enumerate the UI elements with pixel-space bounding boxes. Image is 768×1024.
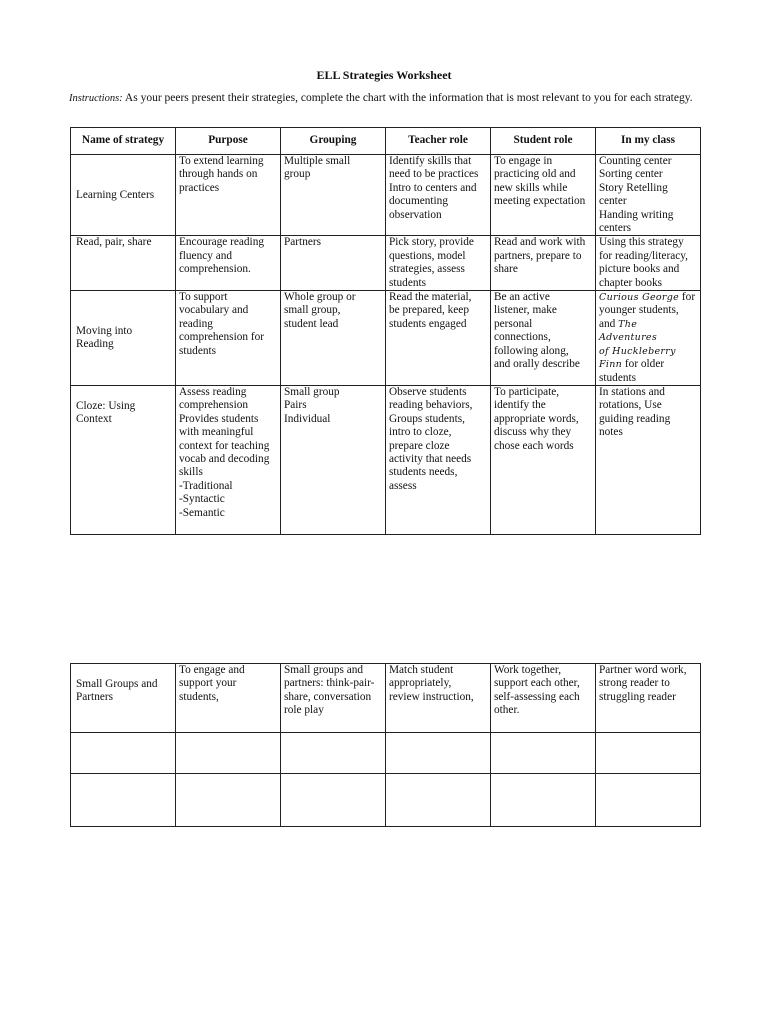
cell-line: documenting [389,195,448,208]
cell-line: group [284,168,311,181]
empty-table-row [71,733,701,774]
cell-line: small group, [284,304,341,317]
empty-cell[interactable] [386,733,491,774]
cell-line: Multiple small [284,155,351,167]
instructions-lead: Instructions: [69,93,123,104]
cell-line: Match student [389,664,454,676]
cell-line: practices [179,181,220,194]
cell-line: share [494,263,518,276]
header-in-my-class: In my class [596,128,701,155]
cell-line: -Traditional [179,479,233,492]
purpose-cell [176,155,281,236]
cell-line: questions, model [389,249,466,262]
table-row [71,664,701,733]
cell-line: Assess reading [179,385,247,398]
cell-text: for [679,291,696,304]
cell-line: To extend learning [179,155,264,167]
cell-line: Sorting center [599,168,663,181]
cell-line: To participate, [494,385,560,398]
strategy-name: Moving into Reading [71,291,176,386]
strategy-name: Learning Centers [71,155,176,236]
cell-line: role play [284,704,324,717]
cell-line: comprehension. [179,263,251,276]
cell-line: Story Retelling [599,181,668,194]
cell-line: -Semantic [179,506,225,519]
cell-line: student lead [284,317,339,330]
cell-text: and [599,317,619,330]
cell-line: with meaningful [179,426,254,439]
cell-line: students [179,344,217,357]
cell-line: listener, make [494,304,557,317]
table-row [71,291,701,386]
cell-line: chose each words [494,439,574,452]
header-grouping: Grouping [281,128,386,155]
cell-line [599,318,697,345]
cell-line: chapter books [599,276,663,289]
cell-line: Encourage reading [179,236,264,249]
strategies-table-continued [70,663,701,827]
purpose-cell [176,385,281,534]
strategy-name: Small Groups and Partners [71,664,176,733]
cell-line: strong reader to [599,677,670,690]
cell-line: context for teaching [179,439,270,452]
cell-text: for older [622,358,665,371]
cell-line: prepare cloze [389,439,450,452]
empty-cell[interactable] [281,733,386,774]
header-student-role: Student role [491,128,596,155]
cell-line [599,358,697,371]
strategies-table [70,127,701,535]
empty-cell[interactable] [596,733,701,774]
cell-line: Identify skills that [389,155,472,167]
cell-line: Work together, [494,664,562,676]
cell-line: personal [494,317,533,330]
instructions-text: As your peers present their strategies, complete the chart with the information that is most relevant to you for each strategy. [122,92,693,104]
cell-line: vocabulary and [179,304,249,317]
cell-line: appropriately, [389,677,452,690]
empty-cell[interactable] [281,774,386,827]
cell-line: fluency and [179,249,233,262]
student-role-cell [491,385,596,534]
cell-line: Partner word work, [599,664,687,676]
cell-line: reading behaviors, [389,399,473,412]
header-name-of-strategy: Name of strategy [71,128,176,155]
cell-line: skills [179,466,203,479]
empty-cell[interactable] [176,733,281,774]
cell-line: Groups students, [389,412,465,425]
cell-line: self-assessing each [494,690,580,703]
cell-line: Be an active [494,291,550,304]
cell-line: support each other, [494,677,580,690]
cell-line: centers [599,222,631,235]
table-row [71,236,701,291]
cell-line: Pick story, provide [389,236,474,249]
strategy-name: Read, pair, share [71,236,176,291]
cell-line: Small group [284,385,340,398]
cell-line: practicing old and [494,168,576,181]
student-role-cell [491,291,596,386]
cell-line: reading [179,317,213,330]
student-role-cell [491,236,596,291]
book-title: Finn [599,359,623,371]
cell-line: for reading/literacy, [599,249,688,262]
teacher-role-cell [386,236,491,291]
in-my-class-cell [596,385,701,534]
cell-line: observation [389,208,442,221]
in-my-class-cell [596,155,701,236]
cell-line: Counting center [599,155,672,167]
cell-line: students engaged [389,317,467,330]
cell-line: In stations and [599,385,665,398]
worksheet-title: ELL Strategies Worksheet [316,68,452,82]
cell-line: comprehension [179,399,249,412]
cell-line: Observe students [389,385,467,398]
empty-cell[interactable] [491,733,596,774]
cell-line: picture books and [599,263,680,276]
table-row [71,385,701,534]
book-title: The Adventures [599,318,658,344]
teacher-role-cell [386,155,491,236]
book-title: of Huckleberry [599,345,676,357]
header-teacher-role: Teacher role [386,128,491,155]
cell-line: meeting expectation [494,195,586,208]
book-title: Curious George [599,292,680,304]
cell-line: Partners [284,236,322,249]
cell-line: To engage and [179,664,245,676]
cell-line: strategies, assess [389,263,465,276]
cell-line: students [599,371,637,384]
grouping-cell [281,155,386,236]
empty-cell[interactable] [386,774,491,827]
cell-line: comprehension for [179,331,265,344]
cell-line: assess [389,479,417,492]
cell-line: intro to cloze, [389,426,452,439]
cell-line: through hands on [179,168,258,181]
cell-line: activity that needs [389,452,472,465]
cell-line: other. [494,704,520,717]
cell-line: Intro to centers and [389,181,477,194]
cell-line: support your [179,677,237,690]
cell-line: Pairs [284,399,307,412]
cell-line: share, conversation [284,690,372,703]
student-role-cell [491,155,596,236]
purpose-cell [176,664,281,733]
cell-line: notes [599,426,623,439]
cell-line: Small groups and [284,664,364,676]
cell-line: following along, [494,344,569,357]
cell-line: vocab and decoding [179,452,270,465]
table-row [71,155,701,236]
teacher-role-cell [386,664,491,733]
student-role-cell [491,664,596,733]
cell-line: identify the [494,399,546,412]
header-row [71,128,701,155]
cell-line: Individual [284,412,331,425]
cell-line: need to be practices [389,168,479,181]
cell-line: Provides students [179,412,259,425]
cell-line: students needs, [389,466,458,479]
cell-line: Using this strategy [599,236,684,249]
cell-line: new skills while [494,181,568,194]
cell-line: partners, prepare to [494,249,582,262]
purpose-cell [176,291,281,386]
grouping-cell [281,664,386,733]
cell-line: younger students, [599,304,679,317]
in-my-class-cell [596,236,701,291]
strategy-name: Cloze: Using Context [71,385,176,534]
teacher-role-cell [386,291,491,386]
cell-line: appropriate words, [494,412,579,425]
grouping-cell [281,385,386,534]
empty-cell[interactable] [491,774,596,827]
cell-line: connections, [494,331,551,344]
cell-line: and orally describe [494,358,580,371]
empty-cell[interactable] [71,774,176,827]
empty-cell[interactable] [71,733,176,774]
cell-line: discuss why they [494,426,572,439]
cell-line: partners: think-pair- [284,677,375,690]
cell-line [599,291,697,304]
cell-line: guiding reading [599,412,671,425]
cell-line: struggling reader [599,690,676,703]
purpose-cell [176,236,281,291]
grouping-cell [281,236,386,291]
cell-line: -Syntactic [179,493,225,506]
cell-line: review instruction, [389,690,474,703]
cell-line: Read and work with [494,236,586,249]
cell-line: Read the material, [389,291,472,304]
cell-line: rotations, Use [599,399,662,412]
empty-table-row [71,774,701,827]
instructions [69,92,699,106]
empty-cell[interactable] [176,774,281,827]
empty-cell[interactable] [596,774,701,827]
cell-line: students, [179,690,219,703]
teacher-role-cell [386,385,491,534]
cell-line: Whole group or [284,291,356,304]
header-purpose: Purpose [176,128,281,155]
cell-line: center [599,195,627,208]
cell-line: To support [179,291,228,304]
in-my-class-cell [596,664,701,733]
cell-line: To engage in [494,155,553,167]
cell-line: Handing writing [599,208,674,221]
cell-line: students [389,276,427,289]
cell-line: be prepared, keep [389,304,469,317]
in-my-class-cell [596,291,701,386]
grouping-cell [281,291,386,386]
